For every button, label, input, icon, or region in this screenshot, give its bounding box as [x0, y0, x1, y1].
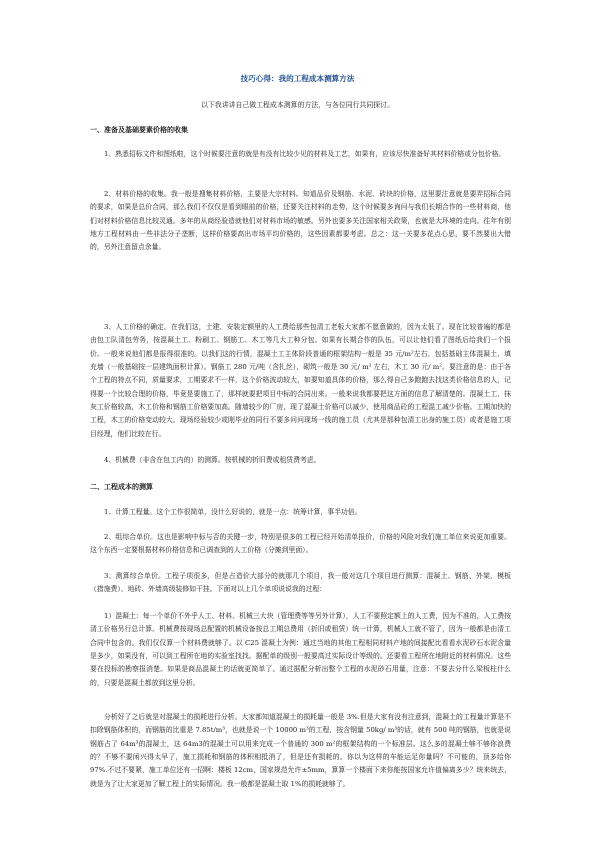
section-heading-2: 二、工程成本的测算	[90, 483, 153, 491]
paragraph: 1）混凝土：每一个单价不外乎人工、材料、机械三大块（管理费等等另外计算），人工不要照定额上的人工费，因为不准的，人工费按清工价格另行总计算。机械费按现场总配置的机械设备按总工期总费用（折旧或租赁）统一计算，机械人工就不管了，因为一般都是由清工合同中包含的。我们仅仅算一个材料费就够了。以 C25 混凝土为例：通过当地的其他工程相同材料产地的间接配比看看水泥砂石水泥含量是多少，如果没有，可以到工程所在地的实验室找找。据配单的级别一般要高过实际设计等级的。还要看工程所在地附近的材料情况。这些要在投标的勘察报消楚。如果是商品混凝土的话就更简单了。通过据配分析出整个工程的水泥砂石用量，注意：不要去分什么梁板柱什么的，只要是混凝土都放到这里分析。	[90, 612, 511, 687]
paragraph: 3、人工价格的确定。在我们这，土建、安装定额里的人工费给那些包清工老板大家都不愿意做的，因为太低了。现在比较普遍的都是由包工队清包劳务，按混凝土工、粉刷工、钢筋工、木工等几大工种分包。如果有长期合作的队伍，可以让他们看了图纸后给我们一个报价。一般来说他们都是报得很准的。以我们这的行情，混凝土工主体阶段普通的框架结构一般是 35 元/m²左右，包括基础主体混凝土、填充墙（一般基础按一层建筑面积计算）。钢筋工 280 元/吨（含扎丝），砌筑一般是 30 元/ m² 左右，木工 30 元/ m²。要注意的是：由于各个工程的特点不同，质量要求，工期要求不一样，这个价格波动较大，如要知道具体的价格，那么得自己多跑跑去找这类价格信息的人，记得要一个比较合理的价格，毕竟是要施工了，那样就要把项目中标的合同出来。一般来说我都要把这方面的信息了解清楚的。混凝土工、抹灰工价格较高，木工价格和钢筋工价格要加高。随墙较少的厂房，现了混凝土价格可以减少，使用商品砼的工程混工减少价格。工期加快的工程，木工的价格变动较大。现场经验较少或刚毕业的同行不要多问问现场一线的施工员（尤其是那种包清工出身的施工员）或者是施工项目经理，他们比较在行。	[90, 323, 511, 438]
section-heading-1: 一、准备及基础要素价格的收集	[90, 126, 188, 134]
paragraph: 2、组综合单价。这也是影响中标与否的关键一步，特别是很多的工程已经开始清单报价，价格的风险对我们施工单位来说更加重要。这个东西一定要根据材料价格信息和已调查到的人工价格（分摊到里面）。	[90, 533, 511, 555]
intro-text: 以下我讲讲自己做工程成本测算的方法，与各位同行共同探讨。	[201, 101, 394, 109]
paragraph: 分析好了之后就是对混凝土的损耗进行分析。大家都知道混凝土的损耗量一般是 3%.但是大家有没有注意到，混凝土的工程量计算是不扣除钢筋体积的，而钢筋的比重是 7.85t/m³，也就是说一个 10000 m³的工程，按含钢量 50kg/ m³的话，就有 500 吨的钢筋，也就是说钢筋占了 64m³的混凝土，这 64m3的混凝土可以用来完成一个普通的 300 m²的框架结构的一个标准层。这么多的混凝土够不够你浪费的？不够不要闲兴得太早了，施工损耗和钢筋的体积相抵消了，但是还有损耗的。你以为这样的车能运足你量吗？不可能的，顶多给你 97%.不过不要紧，施工单位还有一招啊：楼板 12cm，国家规范允许±5mm，算算一个楼面下来你能按国家允许值偏离多少？统来统去，就是为了让大家更加了解工程上的实际情况。我一般都是混凝土取 1%的损耗就够了。	[90, 713, 511, 788]
paragraph: 1、计算工程量。这个工作很简单，没什么好说的，就是一点：统筹计算，事半功倍。	[104, 508, 362, 516]
paragraph: 4、机械费（非含在包工内的）的测算。按机械的折旧费或租赁费考虑。	[104, 456, 321, 464]
paragraph: 1、熟悉招标文件和图纸啦，这个时候要注意的就是有没有比较少见的材料及工艺，如果有，应该尽快准备好其材料价格或分包价格。	[104, 150, 506, 158]
paragraph: 2、材料价格的收集。我一般是搜集材料价格，主要是大宗材料。知道品价及钢筋、水泥、砖块的价格，这里要注意就是要弄招标合同的要求，如果是总价合同，那么我们不仅仅是看到眼前的价格，还要关注材料的走势，这个时候要多询问与我们长期合作的一些材料商，他们对材料价格信息比较灵通。多年的从商经验造就他们对材料市场的敏感。另外也要多关注国家相关政策，也就是大环境的走向。往年有别地方工程材料由一些非法分子垄断，这样价格要高出市场平均价格的，这些因素都要考虑。总之：这一关要多花点心思，要不然要出大错的，另外注意留点余量。	[90, 190, 511, 252]
paragraph: 3、测算综合单价。工程子项很多，但是占造价大部分的就那几个项目，我一般对这几个项目进行测算：混凝土、钢筋、外架、模板（措施费）、地砖、外墙高级装修如干挂。下面对以上几个单项说说我的过程：	[90, 572, 511, 594]
page-title: 技巧心得：我的工程成本测算方法	[240, 74, 355, 83]
